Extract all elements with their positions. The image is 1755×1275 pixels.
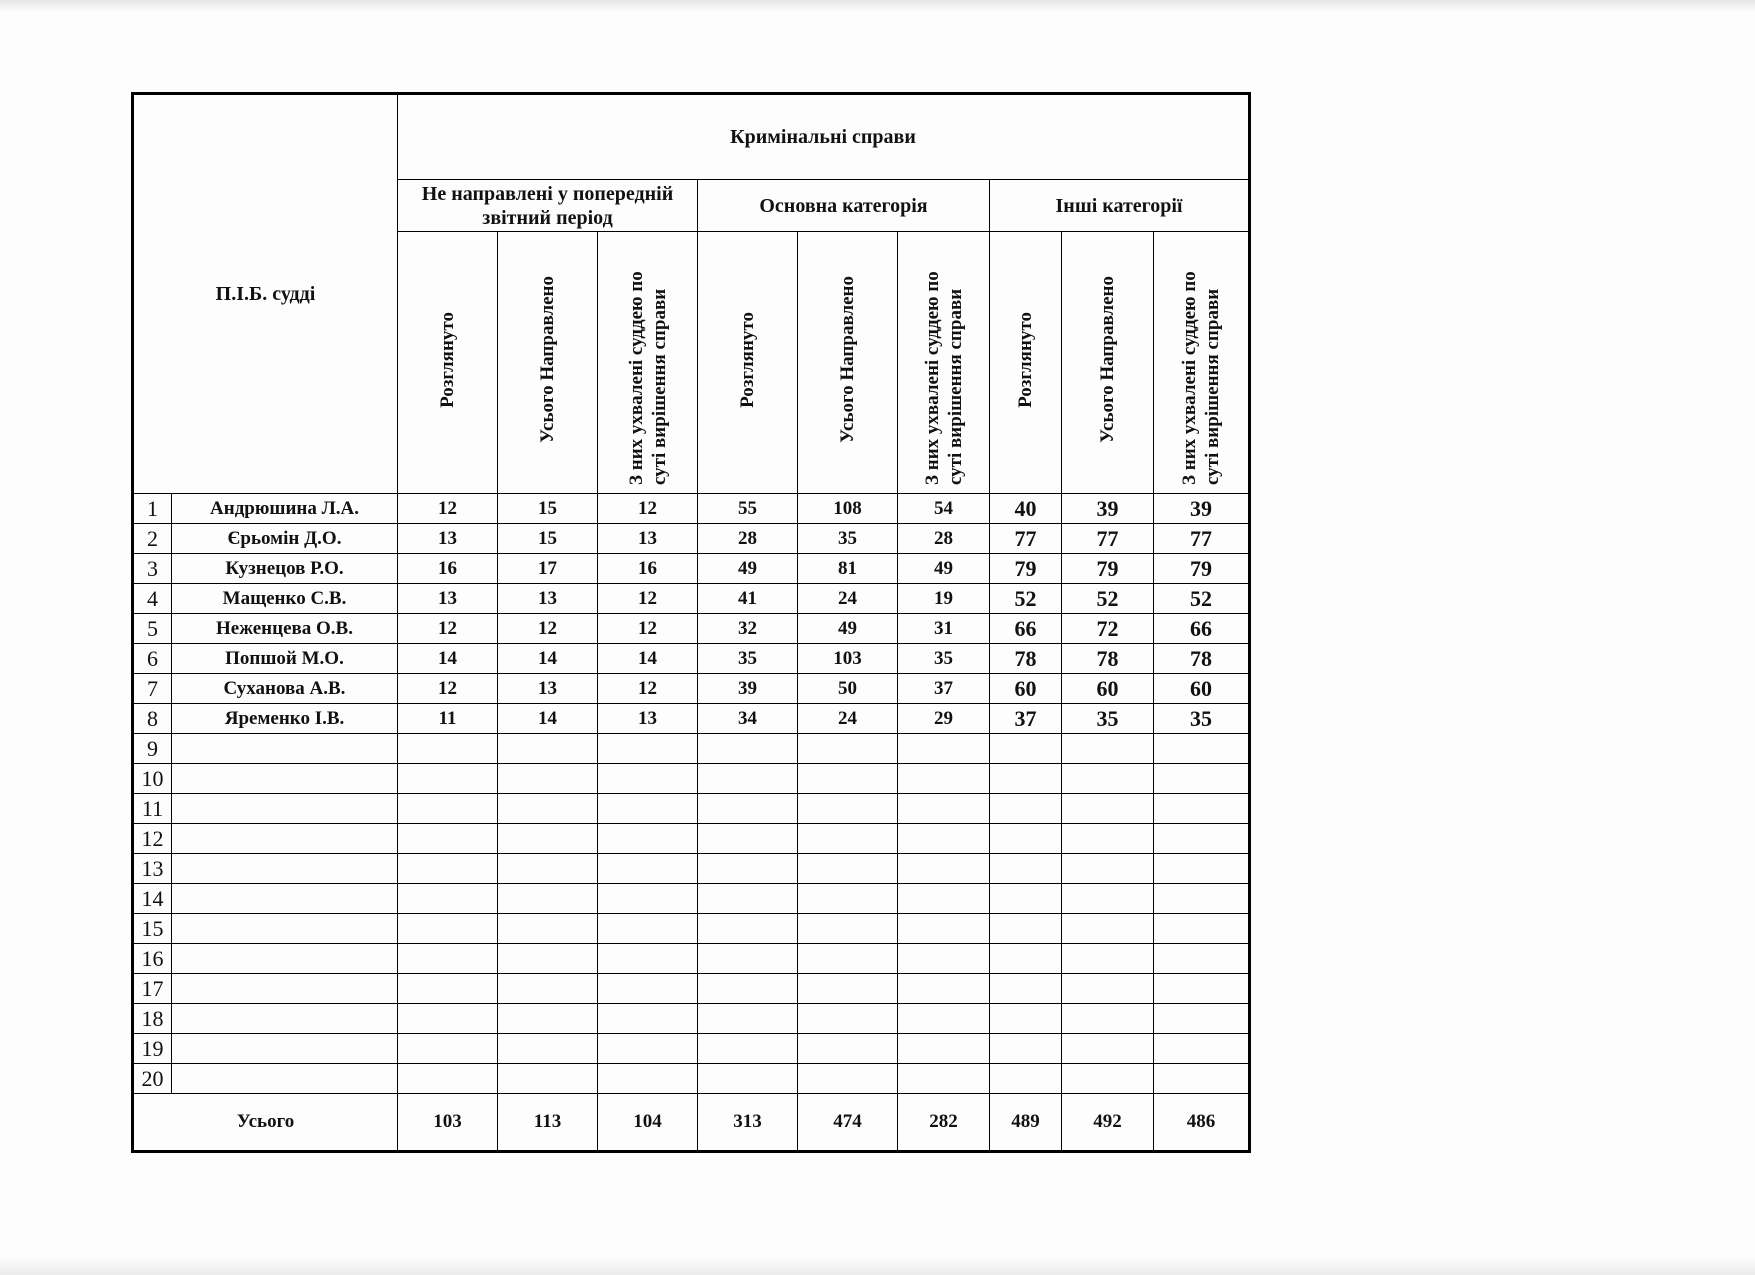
scan-edge-bottom (0, 1257, 1755, 1275)
table-row (133, 614, 1250, 644)
criminal-cases-table (131, 92, 1251, 1153)
group-header-other-categories: Інші категорії (990, 180, 1250, 232)
value-cell (398, 974, 498, 1004)
row-number: 20 (133, 1064, 172, 1094)
value-cell (798, 824, 898, 854)
value-cell (1154, 794, 1250, 824)
judge-name: Попшой М.О. (172, 644, 398, 674)
row-number: 7 (133, 674, 172, 704)
value-cell (798, 944, 898, 974)
sub-header-cell (398, 232, 498, 494)
value-cell: 39 (1062, 494, 1154, 524)
value-cell: 37 (990, 704, 1062, 734)
judge-name: Кузнецов Р.О. (172, 554, 398, 584)
value-cell (598, 824, 698, 854)
total-value: 104 (598, 1094, 698, 1152)
sub-header-cell (798, 232, 898, 494)
judge-name (172, 1034, 398, 1064)
value-cell (990, 944, 1062, 974)
value-cell: 40 (990, 494, 1062, 524)
value-cell (598, 974, 698, 1004)
value-cell (598, 1004, 698, 1034)
value-cell (1154, 734, 1250, 764)
value-cell: 35 (698, 644, 798, 674)
judge-name (172, 1064, 398, 1094)
value-cell (598, 914, 698, 944)
value-cell: 12 (398, 494, 498, 524)
value-cell (798, 974, 898, 1004)
value-cell (1062, 854, 1154, 884)
value-cell: 52 (1154, 584, 1250, 614)
value-cell (1062, 1034, 1154, 1064)
value-cell: 54 (898, 494, 990, 524)
sub-header-label: З них ухвалені суддею по суті вирішення справи (921, 270, 966, 485)
value-cell (698, 764, 798, 794)
value-cell (990, 1034, 1062, 1064)
value-cell: 16 (598, 554, 698, 584)
value-cell (598, 1064, 698, 1094)
sub-header-cell (1154, 232, 1250, 494)
value-cell (598, 1034, 698, 1064)
value-cell: 60 (1154, 674, 1250, 704)
value-cell (698, 824, 798, 854)
value-cell: 13 (398, 584, 498, 614)
value-cell (398, 884, 498, 914)
value-cell (1154, 1004, 1250, 1034)
value-cell (898, 764, 990, 794)
table-row (133, 494, 1250, 524)
value-cell (1154, 764, 1250, 794)
value-cell: 49 (698, 554, 798, 584)
table-row (133, 794, 1250, 824)
judge-name: Яременко І.В. (172, 704, 398, 734)
value-cell: 52 (1062, 584, 1154, 614)
value-cell (498, 854, 598, 884)
value-cell (1062, 794, 1154, 824)
value-cell: 39 (698, 674, 798, 704)
value-cell (898, 944, 990, 974)
value-cell (398, 854, 498, 884)
row-number: 15 (133, 914, 172, 944)
value-cell: 13 (398, 524, 498, 554)
value-cell (798, 914, 898, 944)
sub-header-label: З них ухвалені суддею по суті вирішення справи (1179, 270, 1224, 485)
value-cell (898, 884, 990, 914)
total-value: 489 (990, 1094, 1062, 1152)
value-cell: 14 (398, 644, 498, 674)
value-cell (498, 1034, 598, 1064)
table-row (133, 674, 1250, 704)
total-value: 313 (698, 1094, 798, 1152)
value-cell: 60 (1062, 674, 1154, 704)
total-value: 282 (898, 1094, 990, 1152)
row-number: 1 (133, 494, 172, 524)
value-cell (798, 764, 898, 794)
row-number: 13 (133, 854, 172, 884)
judge-name (172, 1004, 398, 1034)
value-cell (698, 1064, 798, 1094)
value-cell (598, 794, 698, 824)
table-row (133, 704, 1250, 734)
value-cell (898, 824, 990, 854)
value-cell (698, 884, 798, 914)
value-cell (898, 1064, 990, 1094)
value-cell (898, 734, 990, 764)
row-number: 3 (133, 554, 172, 584)
judge-name (172, 974, 398, 1004)
table-row (133, 644, 1250, 674)
value-cell: 77 (1062, 524, 1154, 554)
table-row (133, 884, 1250, 914)
value-cell: 11 (398, 704, 498, 734)
value-cell (990, 974, 1062, 1004)
judge-name: Неженцева О.В. (172, 614, 398, 644)
total-label: Усього (133, 1094, 398, 1152)
value-cell (798, 1034, 898, 1064)
value-cell: 79 (1062, 554, 1154, 584)
value-cell (698, 944, 798, 974)
judge-name (172, 944, 398, 974)
value-cell: 13 (598, 524, 698, 554)
value-cell (1154, 914, 1250, 944)
table-row (133, 914, 1250, 944)
sub-header-cell (1062, 232, 1154, 494)
value-cell (898, 1034, 990, 1064)
value-cell (398, 1064, 498, 1094)
value-cell: 28 (698, 524, 798, 554)
judge-name-header: П.І.Б. судді (133, 94, 398, 494)
value-cell: 78 (1154, 644, 1250, 674)
value-cell (798, 1004, 898, 1034)
value-cell (498, 944, 598, 974)
value-cell: 12 (598, 614, 698, 644)
value-cell (990, 734, 1062, 764)
value-cell: 66 (990, 614, 1062, 644)
value-cell (1062, 884, 1154, 914)
value-cell: 12 (598, 584, 698, 614)
value-cell (990, 914, 1062, 944)
total-row (133, 1094, 1250, 1152)
value-cell (398, 734, 498, 764)
value-cell (498, 974, 598, 1004)
table-row (133, 944, 1250, 974)
value-cell: 34 (698, 704, 798, 734)
sub-header-label: Усього Направлено (1097, 276, 1118, 443)
value-cell (990, 854, 1062, 884)
value-cell (990, 794, 1062, 824)
value-cell: 55 (698, 494, 798, 524)
value-cell (598, 944, 698, 974)
table-row (133, 1064, 1250, 1094)
value-cell (598, 884, 698, 914)
sub-header-cell (498, 232, 598, 494)
sub-header-label: Розглянуто (737, 311, 758, 408)
value-cell (798, 1064, 898, 1094)
value-cell: 78 (990, 644, 1062, 674)
value-cell (698, 854, 798, 884)
row-number: 10 (133, 764, 172, 794)
judge-name (172, 854, 398, 884)
sub-header-label: Розглянуто (1015, 311, 1036, 408)
value-cell: 13 (598, 704, 698, 734)
judge-name (172, 794, 398, 824)
value-cell: 24 (798, 584, 898, 614)
row-number: 2 (133, 524, 172, 554)
value-cell (898, 974, 990, 1004)
value-cell (1062, 734, 1154, 764)
value-cell: 29 (898, 704, 990, 734)
row-number: 5 (133, 614, 172, 644)
value-cell (398, 914, 498, 944)
sub-header-label: Усього Направлено (837, 276, 858, 443)
value-cell (798, 854, 898, 884)
value-cell (798, 884, 898, 914)
value-cell (898, 1004, 990, 1034)
value-cell (398, 1004, 498, 1034)
value-cell (898, 854, 990, 884)
total-value: 103 (398, 1094, 498, 1152)
value-cell (1154, 1034, 1250, 1064)
sub-header-cell (698, 232, 798, 494)
row-number: 16 (133, 944, 172, 974)
sub-header-cell (898, 232, 990, 494)
table-row (133, 1034, 1250, 1064)
table-row (133, 554, 1250, 584)
judge-name: Мащенко С.В. (172, 584, 398, 614)
judge-name (172, 764, 398, 794)
value-cell (1062, 914, 1154, 944)
table-row (133, 524, 1250, 554)
value-cell: 39 (1154, 494, 1250, 524)
value-cell (498, 734, 598, 764)
value-cell: 35 (798, 524, 898, 554)
sub-header-label: З них ухвалені суддею по суті вирішення справи (625, 270, 670, 485)
value-cell: 78 (1062, 644, 1154, 674)
value-cell (1062, 944, 1154, 974)
scan-edge-top (0, 0, 1755, 12)
value-cell: 52 (990, 584, 1062, 614)
judge-name: Єрьомін Д.О. (172, 524, 398, 554)
row-number: 14 (133, 884, 172, 914)
value-cell: 66 (1154, 614, 1250, 644)
total-value: 486 (1154, 1094, 1250, 1152)
value-cell: 15 (498, 524, 598, 554)
value-cell (1062, 824, 1154, 854)
value-cell (698, 1004, 798, 1034)
value-cell (598, 734, 698, 764)
value-cell: 16 (398, 554, 498, 584)
value-cell (598, 764, 698, 794)
sub-header-cell (990, 232, 1062, 494)
value-cell (498, 794, 598, 824)
table-row (133, 584, 1250, 614)
value-cell (1154, 974, 1250, 1004)
judge-name: Андрюшина Л.А. (172, 494, 398, 524)
row-number: 6 (133, 644, 172, 674)
value-cell: 14 (598, 644, 698, 674)
value-cell (498, 1004, 598, 1034)
value-cell: 19 (898, 584, 990, 614)
judge-name (172, 734, 398, 764)
value-cell (498, 1064, 598, 1094)
value-cell (990, 884, 1062, 914)
value-cell (798, 794, 898, 824)
value-cell (1062, 1004, 1154, 1034)
judge-name: Суханова А.В. (172, 674, 398, 704)
value-cell: 49 (898, 554, 990, 584)
sub-header-cell (598, 232, 698, 494)
value-cell (1154, 944, 1250, 974)
value-cell: 35 (1154, 704, 1250, 734)
value-cell (398, 824, 498, 854)
value-cell: 24 (798, 704, 898, 734)
value-cell: 12 (398, 674, 498, 704)
value-cell: 12 (398, 614, 498, 644)
value-cell: 50 (798, 674, 898, 704)
value-cell: 31 (898, 614, 990, 644)
row-number: 4 (133, 584, 172, 614)
value-cell: 77 (1154, 524, 1250, 554)
row-number: 17 (133, 974, 172, 1004)
value-cell: 41 (698, 584, 798, 614)
value-cell (1062, 974, 1154, 1004)
value-cell (1062, 1064, 1154, 1094)
row-number: 12 (133, 824, 172, 854)
value-cell (1154, 884, 1250, 914)
value-cell: 12 (498, 614, 598, 644)
row-number: 11 (133, 794, 172, 824)
value-cell (698, 974, 798, 1004)
value-cell (398, 944, 498, 974)
judge-name (172, 884, 398, 914)
value-cell (990, 1064, 1062, 1094)
judge-name (172, 914, 398, 944)
value-cell (498, 764, 598, 794)
value-cell: 13 (498, 584, 598, 614)
value-cell: 28 (898, 524, 990, 554)
table-row (133, 734, 1250, 764)
value-cell: 12 (598, 674, 698, 704)
value-cell (698, 1034, 798, 1064)
total-value: 492 (1062, 1094, 1154, 1152)
value-cell: 72 (1062, 614, 1154, 644)
value-cell: 77 (990, 524, 1062, 554)
value-cell: 12 (598, 494, 698, 524)
value-cell: 35 (1062, 704, 1154, 734)
judge-name (172, 824, 398, 854)
row-number: 18 (133, 1004, 172, 1034)
sub-header-label: Усього Направлено (537, 276, 558, 443)
row-number: 8 (133, 704, 172, 734)
value-cell: 14 (498, 644, 598, 674)
value-cell (1154, 854, 1250, 884)
value-cell: 103 (798, 644, 898, 674)
value-cell: 14 (498, 704, 598, 734)
value-cell (990, 764, 1062, 794)
value-cell (498, 824, 598, 854)
value-cell: 13 (498, 674, 598, 704)
value-cell (698, 794, 798, 824)
value-cell (398, 1034, 498, 1064)
table-row (133, 824, 1250, 854)
value-cell (990, 824, 1062, 854)
value-cell (1154, 824, 1250, 854)
value-cell (398, 794, 498, 824)
value-cell (698, 914, 798, 944)
value-cell: 81 (798, 554, 898, 584)
value-cell: 32 (698, 614, 798, 644)
value-cell (898, 914, 990, 944)
value-cell: 79 (990, 554, 1062, 584)
value-cell (598, 854, 698, 884)
value-cell: 79 (1154, 554, 1250, 584)
value-cell: 108 (798, 494, 898, 524)
value-cell (798, 734, 898, 764)
value-cell: 37 (898, 674, 990, 704)
value-cell: 49 (798, 614, 898, 644)
value-cell (1154, 1064, 1250, 1094)
value-cell (990, 1004, 1062, 1034)
value-cell (698, 734, 798, 764)
value-cell (898, 794, 990, 824)
table-row (133, 854, 1250, 884)
value-cell (498, 884, 598, 914)
value-cell (398, 764, 498, 794)
criminal-cases-header: Кримінальні справи (398, 94, 1250, 180)
sub-header-label: Розглянуто (437, 311, 458, 408)
table-row (133, 764, 1250, 794)
value-cell (498, 914, 598, 944)
row-number: 9 (133, 734, 172, 764)
row-number: 19 (133, 1034, 172, 1064)
value-cell: 35 (898, 644, 990, 674)
table-row (133, 974, 1250, 1004)
table-row (133, 1004, 1250, 1034)
value-cell (1062, 764, 1154, 794)
value-cell: 17 (498, 554, 598, 584)
total-value: 474 (798, 1094, 898, 1152)
group-header-main-category: Основна категорія (698, 180, 990, 232)
group-header-not-sent: Не направлені у попередній звітний період (398, 180, 698, 232)
total-value: 113 (498, 1094, 598, 1152)
value-cell: 60 (990, 674, 1062, 704)
value-cell: 15 (498, 494, 598, 524)
